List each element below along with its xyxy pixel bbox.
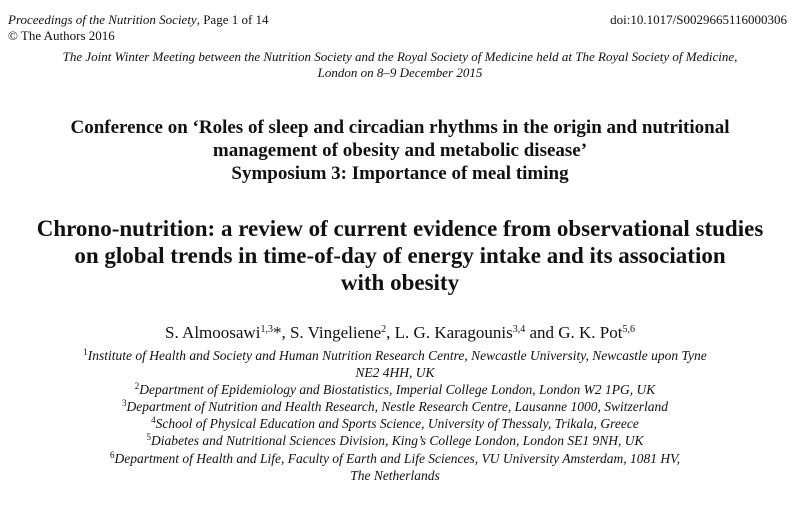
affiliation-6-continued: The Netherlands (350, 467, 440, 483)
author-separator: , (386, 323, 395, 342)
affiliation-number: 1 (83, 347, 88, 357)
affiliation-text: Diabetes and Nutritional Sciences Division, King’s College London, London SE1 9NH, UK (151, 433, 644, 449)
affiliation-number: 4 (151, 415, 156, 426)
affiliation-6 (0, 450, 790, 467)
doi-text: doi:10.1017/S0029665116000306 (610, 12, 787, 27)
affiliation-4 (0, 415, 790, 432)
author-affiliation-refs: 1,3 (260, 324, 273, 335)
meeting-line-1: The Joint Winter Meeting between the Nutrition Society and the Royal Society of Medicine held at The Royal Society of Medicine, (62, 49, 738, 64)
corresponding-author-mark: * (272, 323, 282, 342)
copyright-notice: © The Authors 2016 (8, 28, 115, 43)
journal-citation (8, 12, 269, 27)
affiliation-1-continued: NE2 4HH, UK (355, 365, 435, 381)
affiliation-list (0, 347, 790, 484)
affiliation-5 (0, 432, 790, 449)
conference-line-3: Symposium 3: Importance of meal timing (231, 163, 569, 184)
affiliation-text: Department of Nutrition and Health Research, Nestle Research Centre, Lausanne 1000, Switzerland (126, 399, 668, 415)
paper-title (0, 215, 800, 296)
journal-name: Proceedings of the Nutrition Society (8, 12, 197, 27)
affiliation-number: 2 (134, 381, 140, 392)
affiliation-number: 5 (146, 432, 151, 443)
page-info: , Page 1 of 14 (196, 12, 269, 27)
author-3 (395, 323, 559, 342)
affiliation-3 (0, 398, 790, 415)
author-2 (290, 323, 395, 342)
conference-line-2: management of obesity and metabolic disease’ (212, 140, 588, 161)
affiliation-1 (0, 347, 790, 364)
conference-heading (0, 116, 800, 185)
title-line-2: on global trends in time-of-day of energy intake and its association (74, 243, 726, 268)
affiliation-number: 6 (109, 449, 115, 460)
affiliation-text: School of Physical Education and Sports Science, University of Thessaly, Trikala, Greece (155, 416, 639, 432)
author-affiliation-refs: 3,4 (512, 324, 526, 335)
author-affiliation-refs: 2 (381, 324, 387, 335)
author-separator: , (281, 323, 290, 342)
author-name: S. Almoosawi (165, 323, 261, 342)
affiliation-text: Department of Epidemiology and Biostatistics, Imperial College London, London W2 1PG, UK (139, 382, 656, 398)
author-separator: and (525, 323, 559, 342)
affiliation-2 (0, 381, 790, 398)
title-line-1: Chrono-nutrition: a review of current evidence from observational studies (36, 216, 764, 241)
conference-line-1: Conference on ‘Roles of sleep and circadian rhythms in the origin and nutritional (70, 117, 730, 138)
meeting-info (0, 49, 800, 81)
author-1 (165, 323, 290, 342)
author-4 (558, 323, 635, 342)
author-name: G. K. Pot (558, 323, 623, 342)
meeting-line-2: London on 8–9 December 2015 (317, 65, 483, 80)
affiliation-text: Department of Health and Life, Faculty of Earth and Life Sciences, VU University Amsterdam, 1081 HV, (114, 450, 681, 466)
affiliation-text: Institute of Health and Society and Human Nutrition Research Centre, Newcastle University, Newcastle upon Tyne (87, 348, 707, 363)
title-line-3: with obesity (340, 270, 460, 295)
author-list (0, 323, 800, 343)
author-affiliation-refs: 5,6 (622, 324, 635, 335)
author-name: S. Vingeliene (289, 323, 382, 342)
affiliation-number: 3 (122, 398, 127, 409)
author-name: L. G. Karagounis (394, 323, 513, 342)
